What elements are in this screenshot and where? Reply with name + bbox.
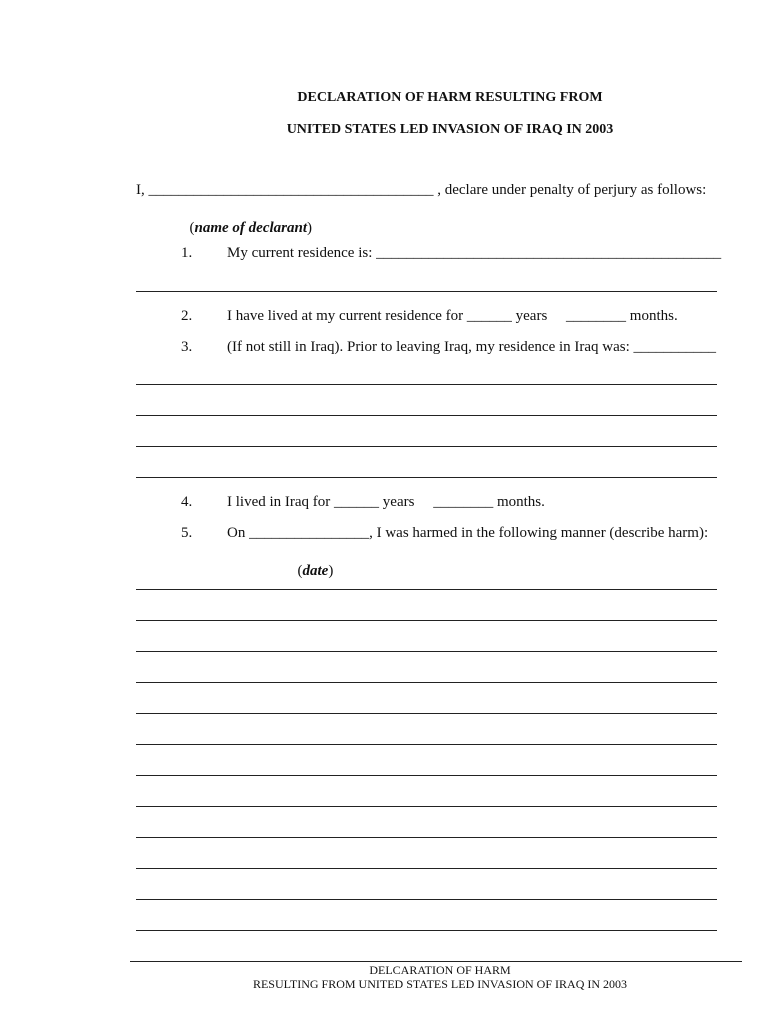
blank-line — [136, 682, 717, 683]
blank-line — [136, 384, 717, 385]
footer-line-2: RESULTING FROM UNITED STATES LED INVASION OF IRAQ IN 2003 — [252, 977, 628, 991]
date-caption — [290, 546, 333, 580]
declarant-statement: I, ______________________________________ , declare under penalty of perjury as follows: — [136, 182, 707, 198]
blank-line — [136, 868, 717, 869]
item-text-1: My current residence is: ______________________________________________ — [227, 245, 722, 261]
item-text-4: I lived in Iraq for ______ years ________ months. — [227, 494, 545, 510]
blank-line — [136, 291, 717, 292]
item-text-2: I have lived at my current residence for ______ years ________ months. — [227, 308, 678, 324]
blank-line — [136, 713, 717, 714]
caption-name-of-declarant: name of declarant — [194, 220, 307, 236]
blank-line — [136, 775, 717, 776]
declarant-name-caption — [182, 203, 312, 237]
item-text-3: (If not still in Iraq). Prior to leaving Iraq, my residence in Iraq was: ___________ — [227, 339, 717, 355]
blank-line — [136, 806, 717, 807]
blank-line — [136, 477, 717, 478]
footer-line-1: DELCARATION OF HARM — [369, 963, 511, 977]
item-number-1: 1. — [181, 245, 193, 261]
item-number-4: 4. — [181, 494, 193, 510]
blank-line — [136, 589, 717, 590]
document-title-line-2: UNITED STATES LED INVASION OF IRAQ IN 2003 — [286, 122, 614, 137]
blank-line — [136, 899, 717, 900]
date-caption-close-paren: ) — [328, 563, 334, 579]
blank-line — [136, 837, 717, 838]
item-number-2: 2. — [181, 308, 193, 324]
item-number-3: 3. — [181, 339, 193, 355]
blank-line — [136, 744, 717, 745]
blank-line — [136, 930, 717, 931]
footer-divider — [130, 961, 742, 962]
blank-line — [136, 446, 717, 447]
blank-line — [136, 651, 717, 652]
blank-line — [136, 415, 717, 416]
date-caption-open-paren: ( — [297, 563, 303, 579]
item-text-5: On ________________, I was harmed in the following manner (describe harm): — [227, 525, 709, 541]
blank-line — [136, 620, 717, 621]
caption-open-paren: ( — [189, 220, 195, 236]
caption-close-paren: ) — [307, 220, 312, 236]
date-caption-label: date — [302, 563, 329, 579]
item-number-5: 5. — [181, 525, 193, 541]
document-title-line-1: DECLARATION OF HARM RESULTING FROM — [297, 90, 603, 105]
